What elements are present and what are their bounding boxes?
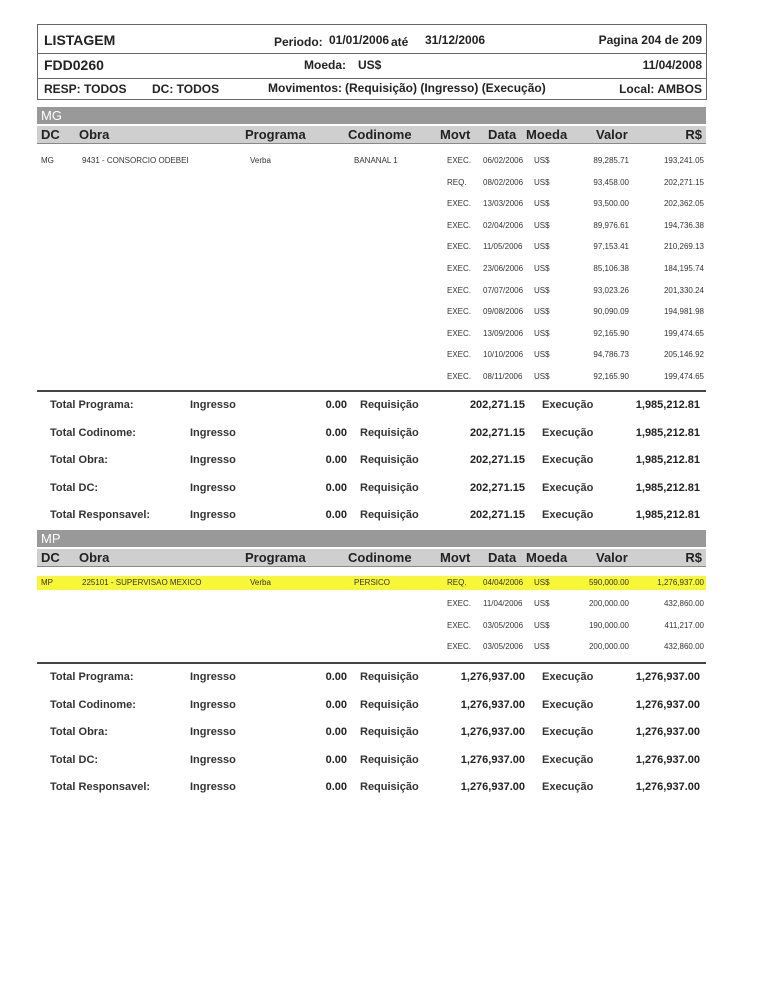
periodo-ate: até <box>391 35 409 49</box>
row-movt: EXEC. <box>447 242 472 252</box>
ingresso-label: Ingresso <box>190 481 236 494</box>
col-data: Data <box>488 127 517 142</box>
ingresso-label: Ingresso <box>190 671 236 683</box>
table-row <box>37 284 706 298</box>
row-valor: 89,285.71 <box>593 156 629 165</box>
ingresso-label: Ingresso <box>190 399 236 411</box>
total-codinome <box>37 698 706 714</box>
row-movt: REQ. <box>447 177 467 187</box>
row-moeda: US$ <box>534 199 550 209</box>
execucao-label: Execução <box>542 671 594 683</box>
totals-divider-mp <box>37 662 706 664</box>
ingresso-label: Ingresso <box>190 509 236 521</box>
requisicao-value: 202,271.15 <box>469 509 525 521</box>
row-valor: 590,000.00 <box>588 578 629 587</box>
row-valor: 200,000.00 <box>588 599 629 609</box>
row-moeda: US$ <box>534 242 550 252</box>
row-rs: 194,736.38 <box>663 220 704 230</box>
col-obra: Obra <box>79 127 110 142</box>
row-data: 02/04/2006 <box>483 220 524 230</box>
total-codinome <box>37 426 706 442</box>
row-programa: Verba <box>250 156 271 165</box>
row-codinome: BANANAL 1 <box>354 156 398 165</box>
requisicao-value: 1,276,937.00 <box>460 726 525 738</box>
row-data: 03/05/2006 <box>483 641 524 651</box>
table-row <box>37 370 706 384</box>
row-data: 10/10/2006 <box>483 350 524 360</box>
execucao-label: Execução <box>542 726 594 738</box>
row-movt: EXEC. <box>447 328 472 338</box>
requisicao-label: Requisição <box>360 726 419 738</box>
row-data: 08/11/2006 <box>483 372 523 381</box>
ingresso-value: 0.00 <box>325 481 347 494</box>
row-movt: EXEC. <box>447 156 472 165</box>
ingresso-value: 0.00 <box>325 399 347 411</box>
periodo-start: 01/01/2006 <box>329 33 390 47</box>
total-responsavel <box>37 780 706 796</box>
col-movt: Movt <box>440 127 471 142</box>
ingresso-label: Ingresso <box>190 698 236 711</box>
requisicao-value: 202,271.15 <box>469 481 525 494</box>
requisicao-value: 1,276,937.00 <box>460 698 525 711</box>
row-data: 08/02/2006 <box>483 177 524 187</box>
row-obra: 9431 - CONSORCIO ODEBEI <box>82 156 189 165</box>
total-programa <box>37 398 706 414</box>
ingresso-label: Ingresso <box>190 426 236 439</box>
table-row <box>37 197 706 211</box>
row-valor: 97,153.41 <box>593 242 629 252</box>
execucao-label: Execução <box>542 509 594 521</box>
local-filter: Local: AMBOS <box>619 82 702 96</box>
row-movt: EXEC. <box>447 285 472 295</box>
report-code: FDD0260 <box>44 57 104 73</box>
execucao-value: 1,985,212.81 <box>635 399 700 411</box>
movimentos-value: (Requisição) (Ingresso) (Execução) <box>345 81 546 95</box>
ingresso-label: Ingresso <box>190 753 236 766</box>
col-dc: DC <box>41 127 60 142</box>
execucao-value: 1,985,212.81 <box>635 509 700 521</box>
table-row <box>37 154 706 168</box>
row-moeda: US$ <box>534 307 550 317</box>
total-label: Total Obra: <box>50 454 108 466</box>
row-moeda: US$ <box>534 328 550 338</box>
report-title: LISTAGEM <box>44 32 116 48</box>
requisicao-label: Requisição <box>360 426 419 439</box>
row-data: 23/06/2006 <box>483 264 524 273</box>
row-dc: MG <box>41 156 54 165</box>
row-data: 03/05/2006 <box>483 620 524 630</box>
row-data: 11/05/2006 <box>483 242 523 252</box>
total-responsavel <box>37 508 706 524</box>
requisicao-label: Requisição <box>360 698 419 711</box>
total-dc <box>37 753 706 769</box>
requisicao-label: Requisição <box>360 509 419 521</box>
section-bar-mg <box>37 107 706 124</box>
row-moeda: US$ <box>534 372 550 381</box>
total-label: Total Programa: <box>50 399 134 411</box>
ingresso-value: 0.00 <box>325 698 347 711</box>
execucao-label: Execução <box>542 426 594 439</box>
table-row <box>37 348 706 362</box>
table-row <box>37 176 706 190</box>
row-movt: EXEC. <box>447 264 472 273</box>
execucao-value: 1,276,937.00 <box>635 781 700 793</box>
moeda-value: US$ <box>358 58 382 72</box>
requisicao-label: Requisição <box>360 399 419 411</box>
requisicao-value: 1,276,937.00 <box>460 671 525 683</box>
col-dc: DC <box>41 550 60 565</box>
row-rs: 199,474.65 <box>663 328 704 338</box>
ingresso-label: Ingresso <box>190 454 236 466</box>
col-codinome: Codinome <box>348 127 412 142</box>
totals-divider-mg <box>37 390 706 392</box>
execucao-value: 1,276,937.00 <box>635 698 700 711</box>
ingresso-value: 0.00 <box>325 426 347 439</box>
row-obra: 225101 - SUPERVISAO MEXICO <box>82 578 202 587</box>
total-dc <box>37 481 706 497</box>
row-rs: 193,241.05 <box>663 156 704 165</box>
total-label: Total Obra: <box>50 726 108 738</box>
requisicao-value: 202,271.15 <box>469 399 525 411</box>
requisicao-value: 1,276,937.00 <box>460 781 525 793</box>
total-label: Total Codinome: <box>50 426 136 439</box>
row-movt: EXEC. <box>447 350 472 360</box>
row-rs: 202,362.05 <box>663 199 704 209</box>
col-codinome: Codinome <box>348 550 412 565</box>
table-row <box>37 576 706 590</box>
table-row <box>37 640 706 654</box>
periodo-end: 31/12/2006 <box>425 33 486 47</box>
requisicao-value: 1,276,937.00 <box>460 753 525 766</box>
row-moeda: US$ <box>534 285 550 295</box>
col-valor: Valor <box>596 127 628 142</box>
row-moeda: US$ <box>534 350 550 360</box>
requisicao-label: Requisição <box>360 481 419 494</box>
header-divider-2 <box>37 78 706 79</box>
ingresso-value: 0.00 <box>325 753 347 766</box>
col-rs: R$ <box>685 127 702 142</box>
row-rs: 184,195.74 <box>663 264 704 273</box>
row-rs: 1,276,937.00 <box>657 578 704 587</box>
execucao-value: 1,985,212.81 <box>635 481 700 494</box>
row-dc: MP <box>41 578 53 587</box>
section-name: MG <box>41 108 62 123</box>
row-moeda: US$ <box>534 156 550 165</box>
total-label: Total DC: <box>50 481 99 494</box>
col-valor: Valor <box>596 550 628 565</box>
total-obra <box>37 453 706 469</box>
row-programa: Verba <box>250 578 271 587</box>
col-moeda: Moeda <box>526 127 568 142</box>
execucao-value: 1,985,212.81 <box>635 454 700 466</box>
row-valor: 190,000.00 <box>588 620 629 630</box>
table-row <box>37 240 706 254</box>
total-programa <box>37 670 706 686</box>
row-moeda: US$ <box>534 220 550 230</box>
total-obra <box>37 725 706 741</box>
row-movt: EXEC. <box>447 372 472 381</box>
col-moeda: Moeda <box>526 550 568 565</box>
row-data: 04/04/2006 <box>483 578 524 587</box>
total-label: Total Programa: <box>50 671 134 683</box>
row-valor: 85,106.38 <box>593 264 629 273</box>
resp-filter: RESP: TODOS <box>44 82 127 96</box>
row-moeda: US$ <box>534 620 550 630</box>
dc-filter: DC: TODOS <box>152 82 220 96</box>
header-divider-1 <box>37 53 706 54</box>
row-valor: 92,165.90 <box>593 372 629 381</box>
execucao-value: 1,276,937.00 <box>635 726 700 738</box>
execucao-value: 1,276,937.00 <box>635 671 700 683</box>
requisicao-value: 202,271.15 <box>469 426 525 439</box>
row-rs: 210,269.13 <box>663 242 704 252</box>
row-valor: 93,458.00 <box>593 177 629 187</box>
section-bar-mp <box>37 530 706 547</box>
col-movt: Movt <box>440 550 471 565</box>
row-moeda: US$ <box>534 578 550 587</box>
total-label: Total Responsavel: <box>50 781 151 793</box>
report-date: 11/04/2008 <box>642 58 702 72</box>
ingresso-value: 0.00 <box>325 454 347 466</box>
row-movt: EXEC. <box>447 220 472 230</box>
requisicao-label: Requisição <box>360 671 419 683</box>
col-data: Data <box>488 550 517 565</box>
row-rs: 201,330.24 <box>663 285 704 295</box>
execucao-value: 1,985,212.81 <box>635 426 700 439</box>
movimentos-label: Movimentos: <box>268 81 343 95</box>
col-obra: Obra <box>79 550 110 565</box>
row-moeda: US$ <box>534 641 550 651</box>
row-data: 11/04/2006 <box>483 599 523 609</box>
row-data: 09/08/2006 <box>483 307 524 317</box>
execucao-value: 1,276,937.00 <box>635 753 700 766</box>
requisicao-label: Requisição <box>360 454 419 466</box>
table-row <box>37 327 706 341</box>
row-movt: EXEC. <box>447 307 472 317</box>
execucao-label: Execução <box>542 698 594 711</box>
row-movt: EXEC. <box>447 199 472 209</box>
table-row <box>37 597 706 611</box>
column-header-mg <box>37 126 706 144</box>
row-data: 06/02/2006 <box>483 156 524 165</box>
periodo-label: Periodo: <box>274 35 323 49</box>
row-valor: 92,165.90 <box>593 328 629 338</box>
execucao-label: Execução <box>542 753 594 766</box>
row-valor: 89,976.61 <box>593 220 629 230</box>
moeda-label: Moeda: <box>304 58 346 72</box>
row-movt: EXEC. <box>447 620 472 630</box>
row-valor: 93,023.26 <box>593 285 629 295</box>
row-rs: 202,271.15 <box>663 177 704 187</box>
table-row <box>37 219 706 233</box>
requisicao-label: Requisição <box>360 781 419 793</box>
row-moeda: US$ <box>534 177 550 187</box>
row-rs: 432,860.00 <box>663 599 704 609</box>
row-valor: 90,090.09 <box>593 307 629 317</box>
col-programa: Programa <box>245 127 306 142</box>
execucao-label: Execução <box>542 399 594 411</box>
execucao-label: Execução <box>542 781 594 793</box>
row-codinome: PERSICO <box>354 578 391 587</box>
total-label: Total Codinome: <box>50 698 136 711</box>
ingresso-label: Ingresso <box>190 726 236 738</box>
row-valor: 93,500.00 <box>593 199 629 209</box>
total-label: Total DC: <box>50 753 99 766</box>
table-row <box>37 305 706 319</box>
table-row <box>37 619 706 633</box>
row-rs: 432,860.00 <box>663 641 704 651</box>
row-rs: 199,474.65 <box>663 372 704 381</box>
row-rs: 411,217.00 <box>664 620 704 630</box>
execucao-label: Execução <box>542 481 594 494</box>
col-programa: Programa <box>245 550 306 565</box>
ingresso-value: 0.00 <box>325 671 347 683</box>
row-data: 13/09/2006 <box>483 328 524 338</box>
page-indicator: Pagina 204 de 209 <box>598 33 702 47</box>
row-moeda: US$ <box>534 599 550 609</box>
ingresso-value: 0.00 <box>325 509 347 521</box>
requisicao-value: 202,271.15 <box>469 454 525 466</box>
table-row <box>37 262 706 276</box>
row-movt: EXEC. <box>447 641 472 651</box>
requisicao-label: Requisição <box>360 753 419 766</box>
execucao-label: Execução <box>542 454 594 466</box>
row-data: 07/07/2006 <box>483 285 524 295</box>
ingresso-label: Ingresso <box>190 781 236 793</box>
row-data: 13/03/2006 <box>483 199 524 209</box>
row-rs: 205,146.92 <box>663 350 704 360</box>
ingresso-value: 0.00 <box>325 781 347 793</box>
row-valor: 94,786.73 <box>593 350 629 360</box>
ingresso-value: 0.00 <box>325 726 347 738</box>
col-rs: R$ <box>685 550 702 565</box>
row-rs: 194,981.98 <box>663 307 704 317</box>
total-label: Total Responsavel: <box>50 509 151 521</box>
row-movt: REQ. <box>447 578 467 587</box>
row-moeda: US$ <box>534 264 550 273</box>
column-header-mp <box>37 549 706 567</box>
row-valor: 200,000.00 <box>588 641 629 651</box>
section-name: MP <box>41 531 61 546</box>
row-movt: EXEC. <box>447 599 472 609</box>
